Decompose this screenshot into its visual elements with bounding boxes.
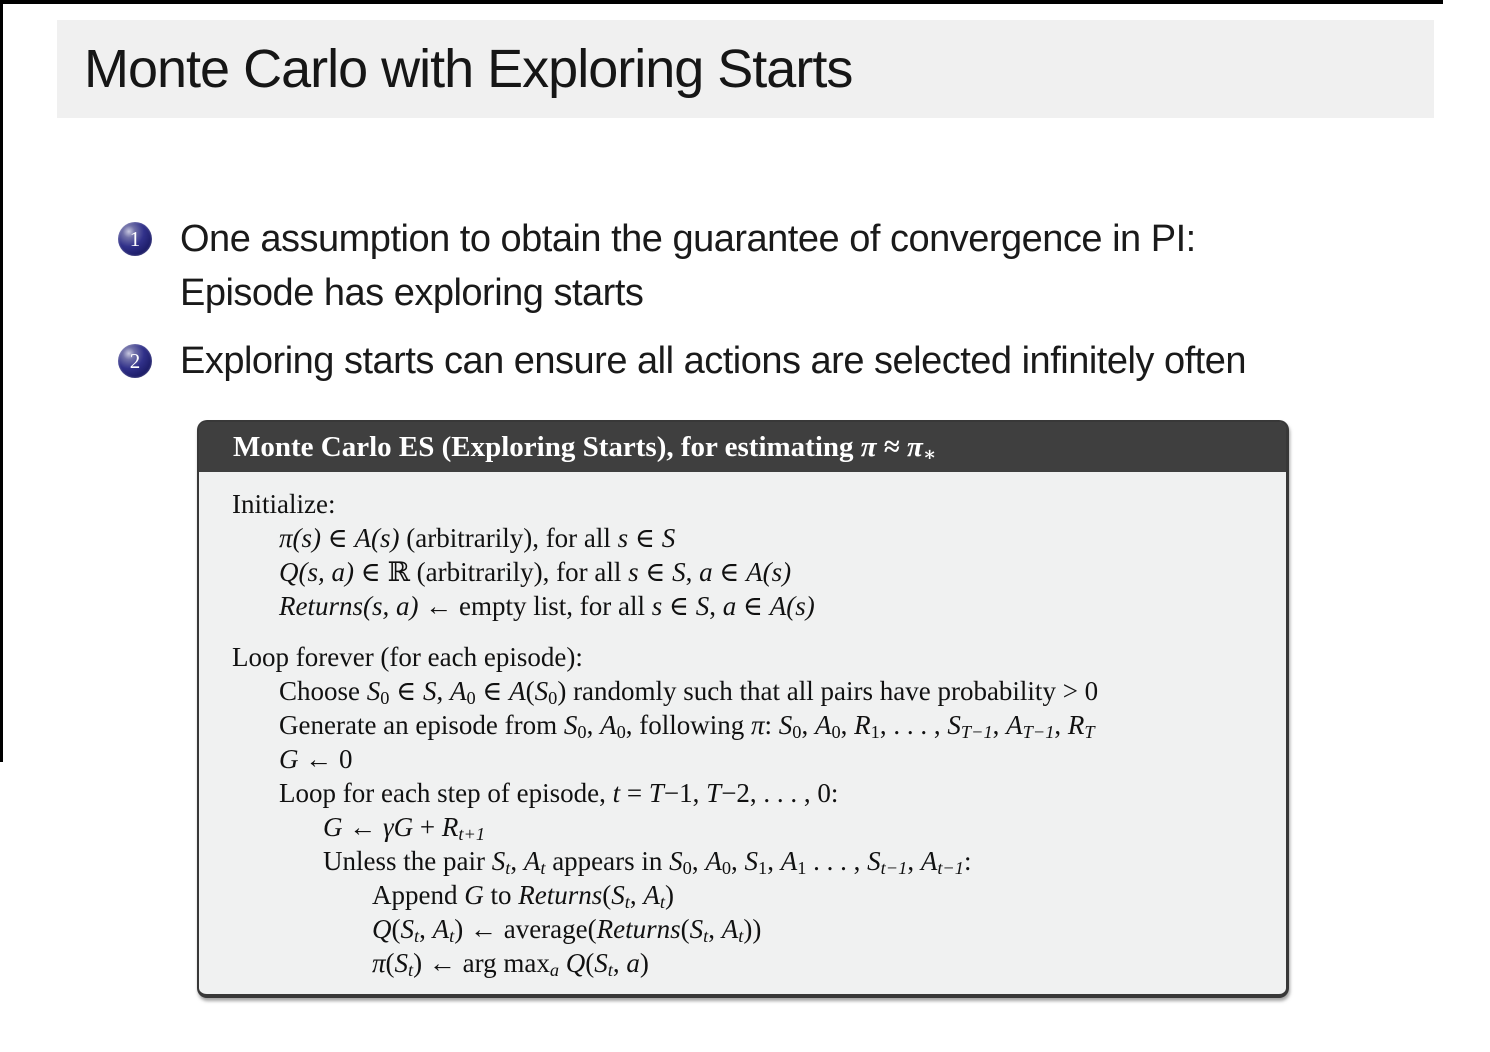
math-segment: Choose (279, 676, 367, 706)
math-segment: A (449, 676, 467, 706)
algorithm-line (232, 708, 1272, 742)
math-segment: , (629, 880, 644, 910)
math-segment: ← (342, 812, 383, 842)
math-segment: t (505, 858, 511, 879)
math-segment: Q (372, 914, 392, 944)
algorithm-line (232, 487, 1272, 521)
math-segment: A(s) (746, 557, 792, 587)
math-segment: t (408, 960, 414, 981)
math-segment: + (413, 812, 442, 842)
math-segment: , (691, 846, 706, 876)
math-segment: Unless the pair (323, 846, 492, 876)
math-segment: t (703, 926, 709, 947)
algorithm-line (232, 674, 1272, 708)
math-segment: to (483, 880, 519, 910)
math-segment: )) (743, 914, 762, 944)
math-segment: 1 (870, 722, 880, 743)
math-segment: t (540, 858, 546, 879)
page-title: Monte Carlo with Exploring Starts (84, 39, 853, 99)
math-segment: ∈ (638, 557, 673, 587)
math-segment: π (751, 710, 765, 740)
math-segment: appears in (545, 846, 670, 876)
algorithm-line (232, 589, 1272, 623)
algorithm-line (232, 555, 1272, 589)
math-segment: π(s) (279, 523, 322, 553)
math-segment: ( (585, 948, 595, 978)
bullet-list (118, 212, 1428, 402)
math-segment: S (778, 710, 793, 740)
math-segment: T (706, 778, 722, 808)
math-segment: Loop for each step of episode, (279, 778, 613, 808)
math-segment: , (801, 710, 815, 740)
item-text-line: Exploring starts can ensure all actions are selected infinitely often (180, 340, 1246, 382)
math-segment: randomly such that all pairs have probability > 0 (566, 676, 1099, 706)
math-segment: ∈ ℝ (arbitrarily), for all (354, 557, 629, 587)
math-segment: S (695, 591, 710, 621)
math-segment: 0 (466, 688, 476, 709)
item-text (180, 212, 1196, 320)
math-segment: a (626, 948, 640, 978)
math-segment: t (414, 926, 420, 947)
math-segment: ) ← average( (454, 914, 597, 944)
math-segment: A (432, 914, 450, 944)
math-segment: 0 (682, 858, 692, 879)
math-segment: Q(s, a) (279, 557, 354, 587)
math-segment: A (523, 846, 541, 876)
math-segment: 0 (380, 688, 390, 709)
math-segment: S (534, 676, 549, 706)
math-segment: a (722, 591, 737, 621)
math-segment: S (394, 948, 409, 978)
math-segment: ( (391, 914, 401, 944)
viewer-frame-top-edge (0, 0, 1443, 4)
math-segment: S (744, 846, 759, 876)
math-segment: 0 (721, 858, 732, 879)
math-segment: t−1 (880, 858, 908, 879)
math-segment: 0 (831, 722, 841, 743)
math-segment: A(s) (769, 591, 815, 621)
math-segment: Returns (518, 880, 603, 910)
math-segment: (arbitrarily), for all (399, 523, 618, 553)
list-item (118, 212, 1428, 320)
math-segment: : (764, 710, 779, 740)
math-segment: ) (639, 948, 649, 978)
math-segment: 0 (548, 688, 558, 709)
math-segment: t−1 (937, 858, 964, 879)
math-segment: ) ← arg max (413, 948, 550, 978)
math-segment: 0 (616, 722, 626, 743)
math-segment: ← empty list, for all (418, 591, 652, 621)
math-segment: γG (383, 812, 414, 842)
math-segment: π (372, 948, 386, 978)
math-segment: ∈ (736, 591, 770, 621)
math-segment: : (963, 846, 972, 876)
item-number-badge: 2 (118, 344, 152, 378)
math-segment: , following (625, 710, 751, 740)
math-segment: A (780, 846, 798, 876)
math-segment: Loop forever (for each episode): (232, 642, 583, 672)
list-item (118, 334, 1428, 388)
math-segment: , . . . , (879, 710, 948, 740)
math-segment: S (611, 880, 625, 910)
math-segment: , (685, 557, 700, 587)
math-segment: S (422, 676, 437, 706)
math-segment: A (920, 846, 938, 876)
math-segment: −2, . . . , 0: (721, 778, 839, 808)
math-segment: −1, (663, 778, 707, 808)
math-segment: , (510, 846, 524, 876)
algorithm-line (232, 946, 1272, 980)
math-segment: ← 0 (298, 744, 353, 774)
math-segment: ( (385, 948, 395, 978)
math-segment: S (672, 557, 686, 587)
math-segment: S (661, 523, 676, 553)
math-segment: ∈ (712, 557, 747, 587)
math-segment: Generate an episode from (279, 710, 564, 740)
math-segment: , (1054, 710, 1068, 740)
math-segment: ∈ (321, 523, 355, 553)
math-segment: , (709, 591, 723, 621)
slide-title-bar (57, 20, 1434, 118)
math-segment: t (738, 926, 744, 947)
math-segment: , (992, 710, 1007, 740)
math-segment: Returns(s, a) (279, 591, 419, 621)
math-segment: A(s) (354, 523, 400, 553)
math-segment: R (854, 710, 871, 740)
math-segment: S (867, 846, 881, 876)
math-segment: , (436, 676, 450, 706)
math-segment: ( (525, 676, 535, 706)
math-segment: S (594, 948, 608, 978)
math-segment: , (731, 846, 745, 876)
math-segment: , (907, 846, 921, 876)
item-text-line: Episode has exploring starts (180, 272, 644, 314)
math-segment: S (400, 914, 414, 944)
math-segment: T−1 (960, 722, 993, 743)
math-segment: A (721, 914, 739, 944)
math-segment: G (279, 744, 299, 774)
math-segment: Returns (596, 914, 681, 944)
math-segment: R (441, 812, 459, 842)
math-segment: A (600, 710, 617, 740)
math-segment: G (323, 812, 343, 842)
algorithm-line (232, 844, 1272, 878)
math-segment: Q (565, 948, 586, 978)
math-segment: ≈ (876, 431, 908, 463)
math-segment: 0 (792, 722, 802, 743)
math-segment: ∈ (662, 591, 696, 621)
math-segment: ) (664, 880, 674, 910)
math-segment: S (947, 710, 961, 740)
math-segment: S (669, 846, 683, 876)
math-segment: t (607, 960, 613, 981)
algorithm-box (197, 420, 1289, 998)
math-segment (559, 948, 566, 978)
math-segment: T (1084, 722, 1095, 743)
math-segment: , (586, 710, 601, 740)
math-segment: A (1006, 710, 1023, 740)
math-segment: , (708, 914, 722, 944)
viewer-frame-left-edge (0, 0, 3, 762)
item-number-badge: 1 (118, 222, 152, 256)
math-segment: T (648, 778, 664, 808)
algorithm-line (232, 640, 1272, 674)
math-segment: s (628, 557, 639, 587)
algorithm-line (232, 742, 1272, 776)
math-segment: A (643, 880, 660, 910)
math-segment: s (617, 523, 629, 553)
math-segment: t (612, 778, 621, 808)
math-segment: G (464, 880, 484, 910)
math-segment: , (419, 914, 433, 944)
math-segment: 1 (797, 858, 807, 879)
math-segment: S (563, 710, 578, 740)
math-segment: t (659, 892, 665, 913)
math-segment: 1 (758, 858, 768, 879)
algorithm-line (232, 912, 1272, 946)
algorithm-line (232, 878, 1272, 912)
math-segment: S (689, 914, 704, 944)
math-segment: ( (602, 880, 612, 910)
math-segment: π (860, 431, 877, 463)
math-segment: ( (680, 914, 690, 944)
math-segment: ∗ (922, 443, 937, 466)
math-segment: Initialize: (232, 489, 336, 519)
math-segment: = (620, 778, 649, 808)
math-segment: , (767, 846, 781, 876)
math-segment: R (1067, 710, 1085, 740)
math-segment: . . . , (806, 846, 868, 876)
math-segment: A (509, 676, 526, 706)
math-segment: A (705, 846, 722, 876)
math-segment: , (612, 948, 627, 978)
math-segment: t+1 (458, 824, 486, 845)
algorithm-line (232, 810, 1272, 844)
algorithm-line (232, 776, 1272, 810)
math-segment: , (840, 710, 855, 740)
math-segment: A (814, 710, 832, 740)
math-segment: ∈ (389, 676, 423, 706)
math-segment: S (491, 846, 506, 876)
math-segment: a (549, 960, 560, 981)
math-segment: Append (372, 880, 465, 910)
math-segment: t (449, 926, 455, 947)
algorithm-title (199, 422, 1286, 472)
math-segment: T−1 (1022, 722, 1055, 743)
item-text-line: One assumption to obtain the guarantee of convergence in PI: (180, 218, 1196, 260)
math-segment: π (907, 431, 923, 463)
algorithm-line (232, 521, 1272, 555)
item-text (180, 334, 1246, 388)
math-segment: 0 (577, 722, 587, 743)
math-segment: a (699, 557, 713, 587)
math-segment: Monte Carlo ES (Exploring Starts), for estimating (233, 431, 861, 463)
math-segment: ) (557, 676, 567, 706)
algorithm-body (199, 472, 1286, 980)
math-segment: t (624, 892, 630, 913)
math-segment: S (366, 676, 381, 706)
math-segment: s (651, 591, 663, 621)
math-segment: ∈ (628, 523, 662, 553)
math-segment: ∈ (475, 676, 510, 706)
